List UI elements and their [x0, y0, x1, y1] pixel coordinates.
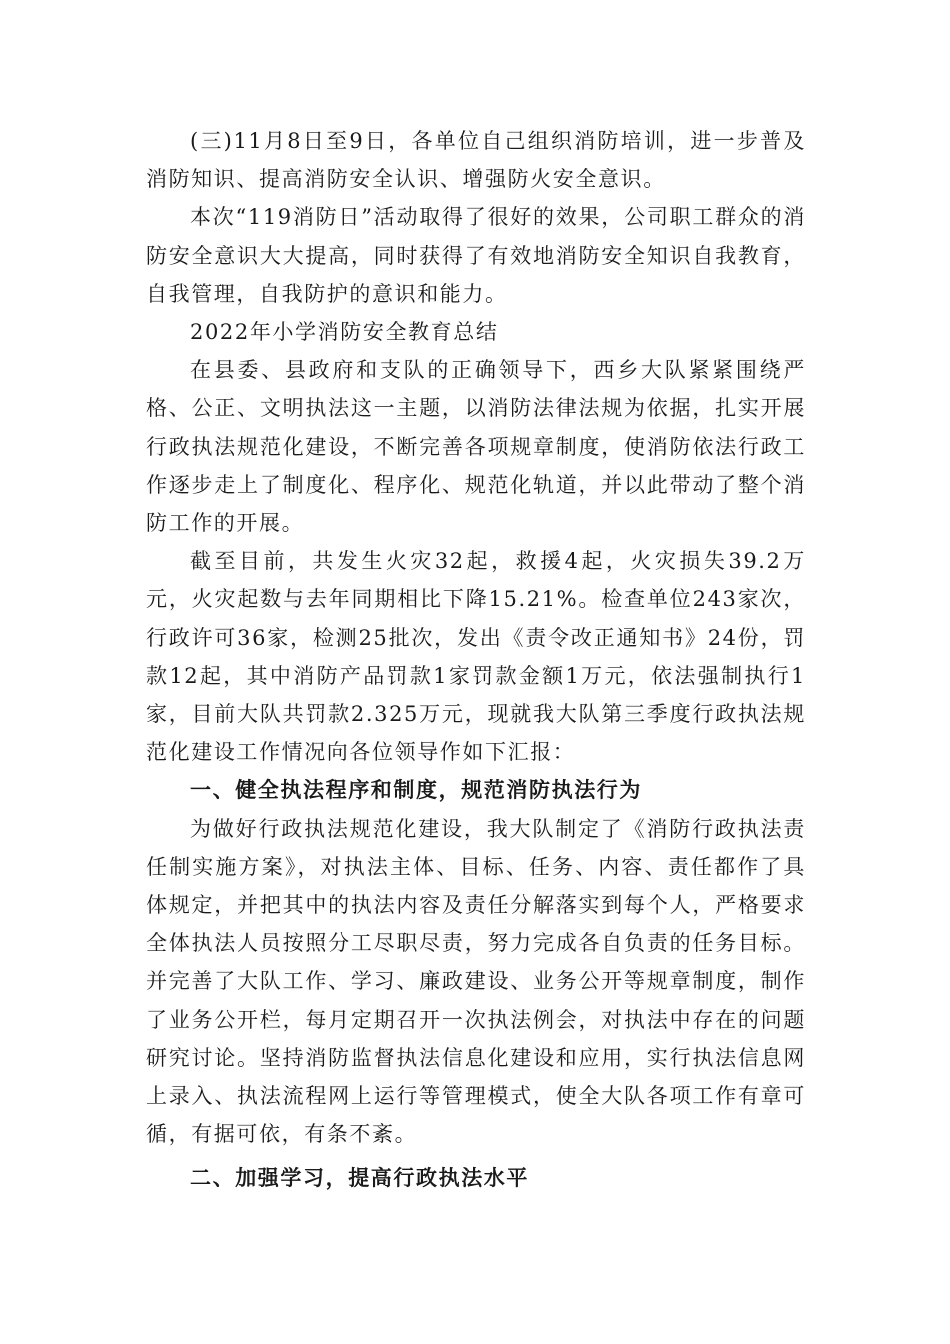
paragraph-statistics: 截至目前，共发生火灾32起，救援4起，火灾损失39.2万元，火灾起数与去年同期相比下降15.21%。检查单位243家次，行政许可36家，检测25批次，发出《责令改正通知书》24份，罚款12起，其中消防产品罚款1家罚款金额1万元，依法强制执行1家，目前大队共罚款2.325万元，现就我大队第三季度行政执法规范化建设工作情况向各位领导作如下汇报：: [146, 549, 806, 765]
paragraph-introduction: 在县委、县政府和支队的正确领导下，西乡大队紧紧围绕严格、公正、文明执法这一主题，以消防法律法规为依据，扎实开展行政执法规范化建设，不断完善各项规章制度，使消防依法行政工作逐步走上了制度化、程序化、规范化轨道，并以此带动了整个消防工作的开展。: [146, 358, 806, 536]
section-heading-1: 一、健全执法程序和制度，规范消防执法行为: [190, 777, 642, 803]
document-body: [146, 122, 806, 1198]
paragraph-activity-result: 本次“119消防日”活动取得了很好的效果，公司职工群众的消防安全意识大大提高，同时获得了有效地消防安全知识自我教育，自我管理，自我防护的意识和能力。: [146, 205, 806, 306]
paragraph-summary-title: 2022年小学消防安全教育总结: [190, 320, 499, 345]
section-heading-2: 二、加强学习，提高行政执法水平: [190, 1165, 529, 1191]
paragraph-training: (三)11月8日至9日，各单位自己组织消防培训，进一步普及消防知识、提高消防安全认识、增强防火安全意识。: [146, 129, 806, 192]
paragraph-section-1-body: 为做好行政执法规范化建设，我大队制定了《消防行政执法责任制实施方案》，对执法主体、目标、任务、内容、责任都作了具体规定，并把其中的执法内容及责任分解落实到每个人，严格要求全体执法人员按照分工尽职尽责，努力完成各自负责的任务目标。并完善了大队工作、学习、廉政建设、业务公开等规章制度，制作了业务公开栏，每月定期召开一次执法例会，对执法中存在的问题研究讨论。坚持消防监督执法信息化建设和应用，实行执法信息网上录入、执法流程网上运行等管理模式，使全大队各项工作有章可循，有据可依，有条不紊。: [146, 816, 806, 1147]
